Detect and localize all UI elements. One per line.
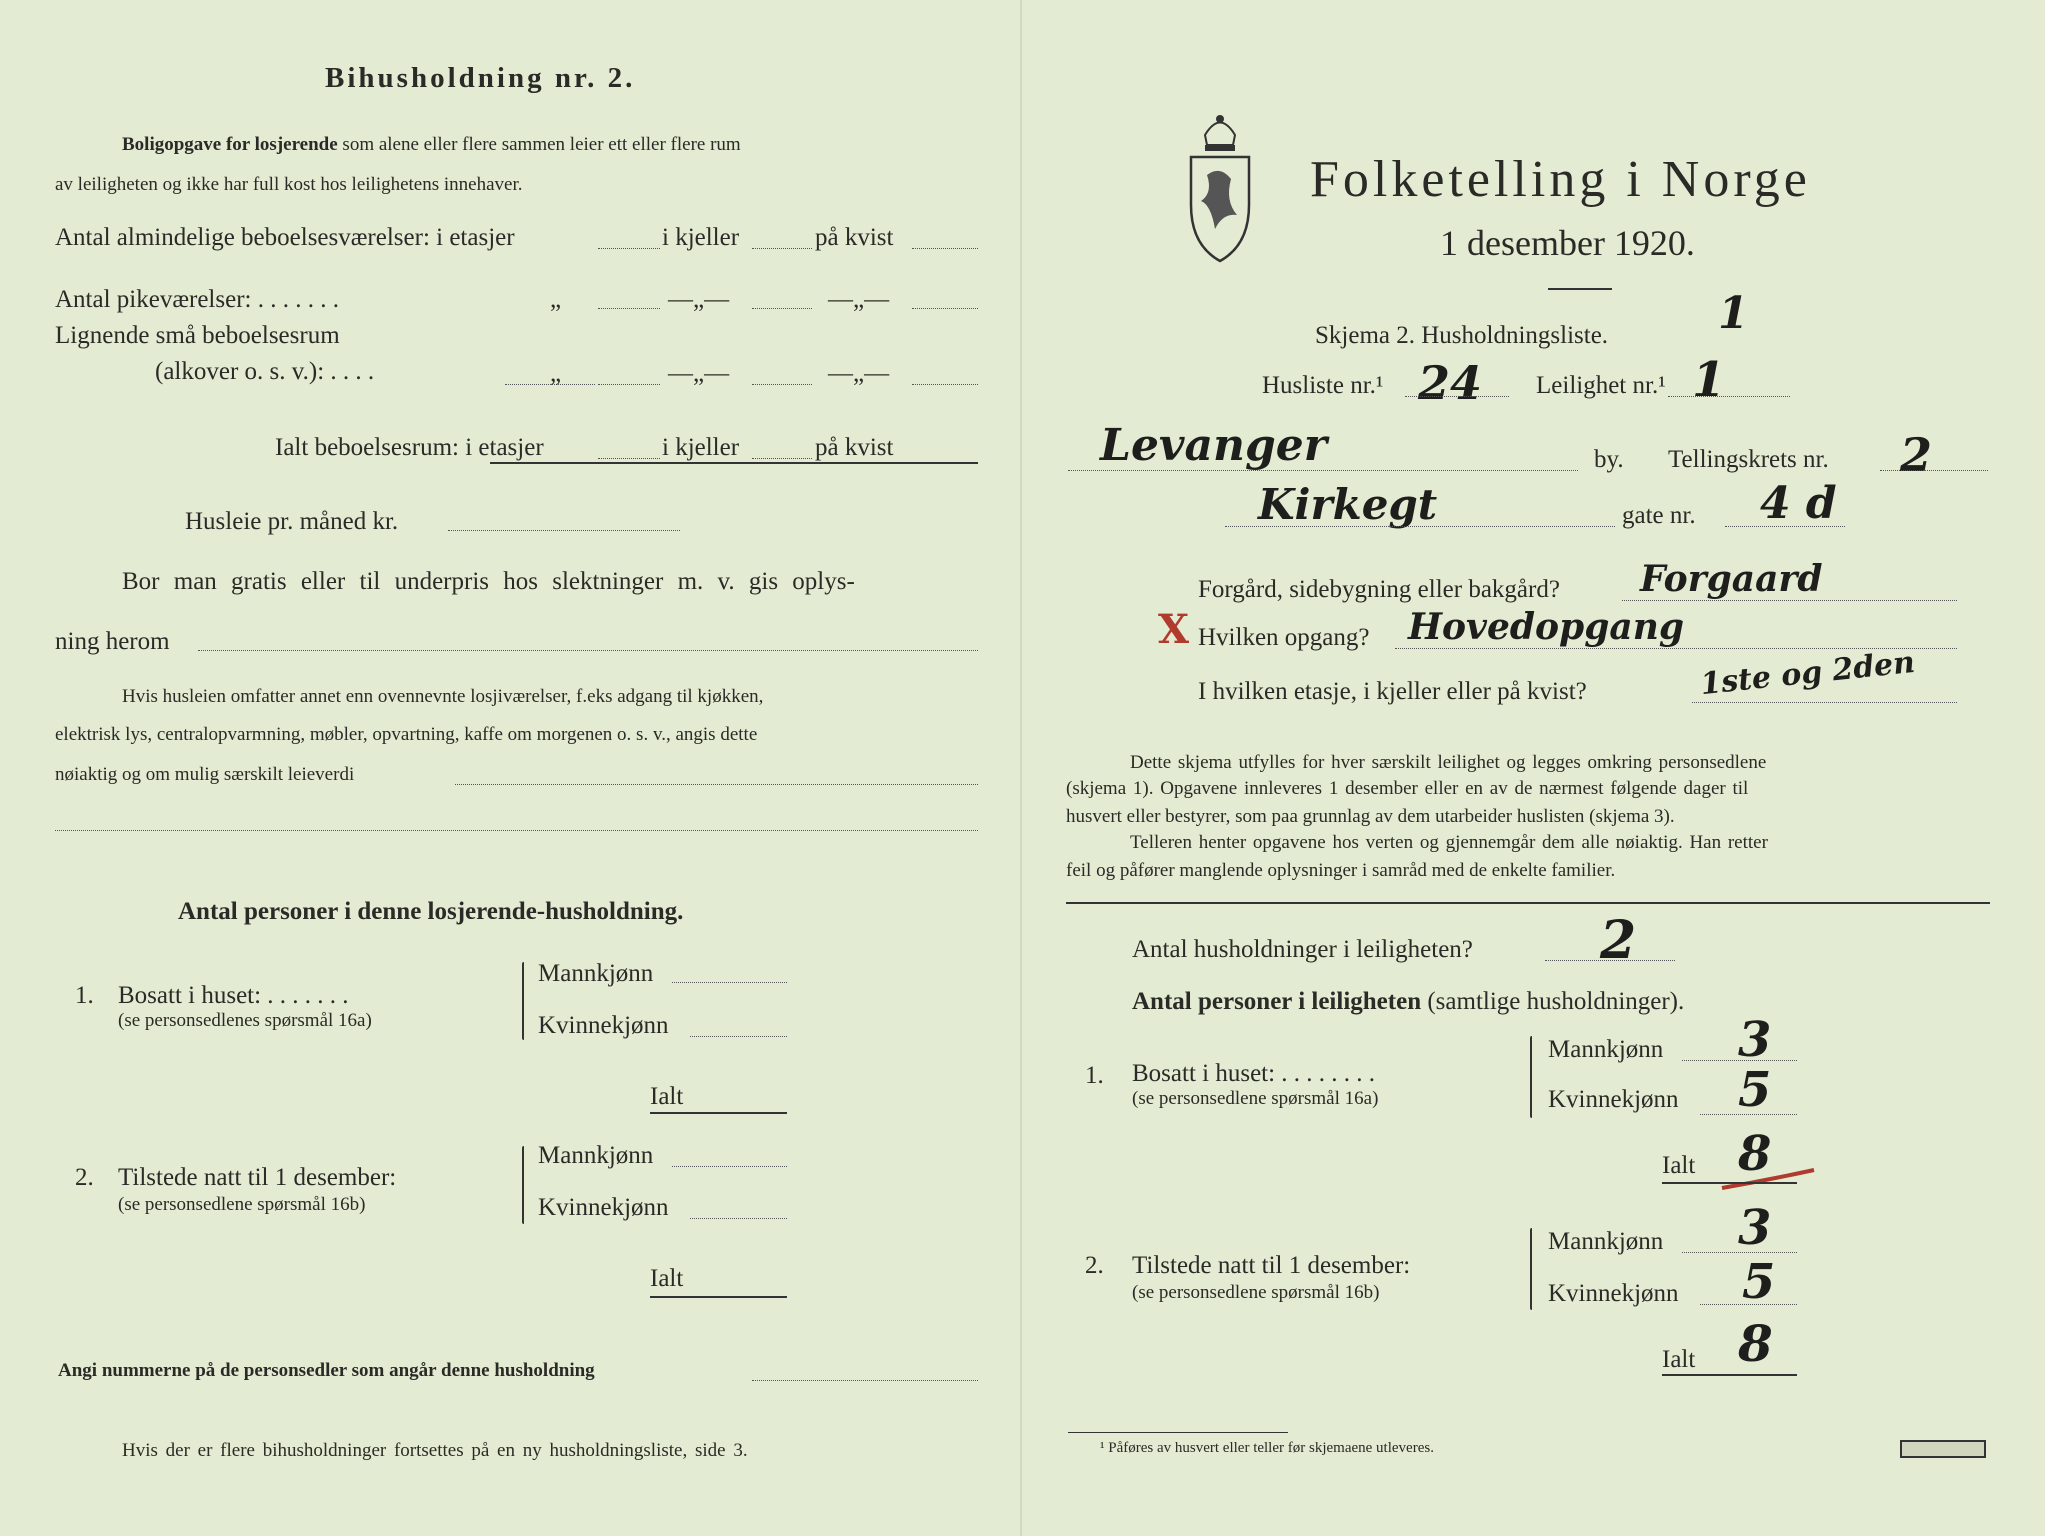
- right-q1-ialt-line: [1662, 1182, 1797, 1184]
- right-q2-kvinne-line: [1700, 1304, 1797, 1305]
- husliste-label: Husliste nr.¹: [1262, 372, 1384, 399]
- left-persons-heading: Antal personer i denne losjerende-husholdning.: [178, 898, 684, 925]
- left-q1-ialt-label: Ialt: [650, 1083, 684, 1110]
- leilighet-line: [1668, 396, 1790, 397]
- right-q1-label: Bosatt i huset: . . . . . . . .: [1132, 1060, 1376, 1087]
- right-q2-sub: (se personsedlene spørsmål 16b): [1132, 1282, 1380, 1303]
- hvis-line-2: elektrisk lys, centralopvarmning, møbler, opvartning, kaffe om morgenen o. s. v., angis dette: [55, 724, 758, 745]
- pike-ditto-kvist: —„—: [828, 286, 890, 313]
- hush-label: Antal husholdninger i leiligheten?: [1132, 936, 1473, 963]
- right-q2-ialt-value[interactable]: 8: [1738, 1314, 1773, 1373]
- angi-label: Angi nummerne på de personsedler som angår denne husholdning: [58, 1360, 595, 1381]
- right-q1-kvinne-value[interactable]: 5: [1738, 1062, 1772, 1118]
- gate-value[interactable]: Kirkegt: [1258, 480, 1438, 529]
- right-q2-brace: [1530, 1228, 1532, 1310]
- rooms-label: Antal almindelige beboelsesværelser: i etasjer: [55, 224, 515, 251]
- husleie-label: Husleie pr. måned kr.: [185, 508, 399, 535]
- pike-kjeller-line[interactable]: [752, 308, 812, 309]
- hush-line: [1545, 960, 1675, 961]
- footnote-rule: [1068, 1432, 1288, 1433]
- info-line-2: (skjema 1). Opgavene innleveres 1 desember eller en av de nærmest følgende dager til: [1066, 778, 1749, 799]
- alkover-kjeller-line[interactable]: [752, 384, 812, 385]
- left-q1-kvinne-line[interactable]: [690, 1036, 787, 1037]
- right-q2-ialt-label: Ialt: [1662, 1346, 1696, 1373]
- right-q2-num: 2.: [1085, 1252, 1104, 1279]
- alkover-ditto: „: [550, 360, 562, 387]
- right-q1-kvinne-line: [1700, 1114, 1797, 1115]
- right-q1-ialt-value[interactable]: 8: [1738, 1126, 1772, 1182]
- pike-ditto-kjeller: —„—: [668, 286, 730, 313]
- krets-line: [1880, 470, 1988, 471]
- right-q1-mann-value[interactable]: 3: [1738, 1012, 1772, 1068]
- right-q2-label: Tilstede natt til 1 desember:: [1132, 1252, 1411, 1279]
- printer-stamp: [1900, 1440, 1986, 1458]
- left-q1-kvinne-label: Kvinnekjønn: [538, 1012, 669, 1039]
- rooms-kjeller-line[interactable]: [752, 248, 812, 249]
- left-q2-kvinne-label: Kvinnekjønn: [538, 1194, 669, 1221]
- rooms-etasjer-line[interactable]: [598, 248, 660, 249]
- right-q1-ialt-label: Ialt: [1662, 1152, 1696, 1179]
- leilighet-value[interactable]: 1: [1692, 352, 1726, 408]
- right-persons-heading-bold: Antal personer i leiligheten: [1132, 988, 1422, 1015]
- rooms-kvist-line[interactable]: [912, 248, 978, 249]
- left-q1-num: 1.: [75, 982, 94, 1009]
- left-q2-ialt-label: Ialt: [650, 1265, 684, 1292]
- left-q2-mann-label: Mannkjønn: [538, 1142, 654, 1169]
- right-q2-mann-label: Mannkjønn: [1548, 1228, 1664, 1255]
- etasje-line: [1692, 702, 1957, 703]
- pike-etasjer-line[interactable]: [598, 308, 660, 309]
- gate-label: gate nr.: [1622, 502, 1696, 529]
- husliste-line: [1405, 396, 1509, 397]
- right-q1-ialt-strike: [1718, 1166, 1818, 1196]
- lignende-label: Lignende små beboelsesrum: [55, 322, 340, 349]
- left-q2-kvinne-line[interactable]: [690, 1218, 787, 1219]
- left-q2-num: 2.: [75, 1164, 94, 1191]
- gratis-line[interactable]: [198, 650, 978, 651]
- by-line: [1068, 470, 1578, 471]
- rooms-kvist-label: på kvist: [815, 224, 894, 251]
- info-line-4: Telleren henter opgavene hos verten og gjennemgår dem alle nøiaktig. Han retter: [1130, 832, 1768, 853]
- left-q2-ialt-line[interactable]: [650, 1296, 787, 1298]
- right-q1-mann-label: Mannkjønn: [1548, 1036, 1664, 1063]
- ialt-rooms-label: Ialt beboelsesrum: i etasjer: [275, 434, 544, 461]
- krets-label: Tellingskrets nr.: [1668, 446, 1829, 473]
- hvis-line-3: nøiaktig og om mulig særskilt leieverdi: [55, 764, 355, 785]
- right-q1-brace: [1530, 1036, 1532, 1118]
- by-value[interactable]: Levanger: [1100, 420, 1327, 471]
- krets-value[interactable]: 2: [1900, 428, 1933, 482]
- rooms-kjeller-label: i kjeller: [662, 224, 740, 251]
- ialt-kjeller-label: i kjeller: [662, 434, 740, 461]
- right-q2-kvinne-value[interactable]: 5: [1742, 1254, 1776, 1310]
- gratis-line-1: Bor man gratis eller til underpris hos slektninger m. v. gis oplys-: [122, 568, 855, 595]
- right-q2-mann-value[interactable]: 3: [1738, 1200, 1772, 1256]
- left-q1-sub: (se personsedlenes spørsmål 16a): [118, 1010, 372, 1031]
- right-date: 1 desember 1920.: [1440, 223, 1695, 263]
- alkover-kvist-line[interactable]: [912, 384, 978, 385]
- left-footer: Hvis der er flere bihusholdninger fortsettes på en ny husholdningsliste, side 3.: [122, 1440, 748, 1461]
- leieverdi-line[interactable]: [455, 784, 978, 785]
- etasje-label: I hvilken etasje, i kjeller eller på kvist?: [1198, 678, 1587, 705]
- husliste-value[interactable]: 24: [1418, 356, 1483, 410]
- right-q2-ialt-line: [1662, 1374, 1797, 1376]
- info-line-1: Dette skjema utfylles for hver særskilt leilighet og legges omkring personsedlene: [1130, 752, 1767, 773]
- angi-line[interactable]: [752, 1380, 978, 1381]
- ialt-rule: [490, 462, 978, 464]
- footnote: ¹ Påføres av husvert eller teller før skjemaene utleveres.: [1100, 1440, 1434, 1456]
- title-rule: [1548, 288, 1612, 290]
- by-label: by.: [1594, 446, 1624, 473]
- gatenr-line: [1725, 526, 1845, 527]
- right-q1-num: 1.: [1085, 1062, 1104, 1089]
- alkover-etasjer-line[interactable]: [598, 384, 660, 385]
- intro-line-2: av leiligheten og ikke har full kost hos leilighetens innehaver.: [55, 174, 523, 195]
- husleie-line[interactable]: [448, 530, 680, 531]
- left-q2-mann-line[interactable]: [672, 1166, 787, 1167]
- left-q2-sub: (se personsedlene spørsmål 16b): [118, 1194, 366, 1215]
- left-q1-mann-label: Mannkjønn: [538, 960, 654, 987]
- pike-kvist-line[interactable]: [912, 308, 978, 309]
- leilighet-label: Leilighet nr.¹: [1536, 372, 1666, 399]
- left-q1-ialt-line[interactable]: [650, 1112, 787, 1114]
- gate-line: [1225, 526, 1615, 527]
- left-q2-brace: [522, 1146, 524, 1224]
- right-q1-sub: (se personsedlene spørsmål 16a): [1132, 1088, 1379, 1109]
- right-q1-mann-line: [1682, 1060, 1797, 1061]
- skjema-label: Skjema 2. Husholdningsliste.: [1315, 322, 1609, 349]
- alkover-ditto-kvist: —„—: [828, 360, 890, 387]
- ialt-kjeller-line[interactable]: [752, 458, 812, 459]
- right-q2-kvinne-label: Kvinnekjønn: [1548, 1280, 1679, 1307]
- etasje-value[interactable]: 1ste og 2den: [1698, 644, 1917, 703]
- right-persons-heading-rest: (samtlige husholdninger).: [1427, 988, 1685, 1015]
- left-q1-label: Bosatt i huset: . . . . . . .: [118, 982, 349, 1009]
- info-rule: [1066, 902, 1990, 904]
- info-line-3: husvert eller bestyrer, som paa grunnlag av dem utarbeider huslisten (skjema 3).: [1066, 806, 1675, 827]
- intro-line-1: [122, 134, 741, 156]
- left-title: Bihusholdning nr. 2.: [325, 62, 636, 94]
- right-persons-heading: [1132, 988, 1684, 1016]
- left-q1-brace: [522, 962, 524, 1040]
- opgang-value[interactable]: Hovedopgang: [1408, 606, 1685, 648]
- right-q1-kvinne-label: Kvinnekjønn: [1548, 1086, 1679, 1113]
- intro-rest: som alene eller flere sammen leier ett eller flere rum: [342, 134, 741, 155]
- leieverdi-line-2[interactable]: [55, 830, 978, 831]
- opgang-red-mark: X: [1158, 606, 1190, 653]
- pike-ditto: „: [550, 286, 562, 313]
- alkover-label: (alkover o. s. v.): . . . .: [155, 358, 375, 385]
- forgard-label: Forgård, sidebygning eller bakgård?: [1198, 576, 1560, 603]
- ialt-etasjer-line[interactable]: [598, 458, 660, 459]
- forgard-line: [1622, 600, 1957, 601]
- left-q1-mann-line[interactable]: [672, 982, 787, 983]
- right-q2-mann-line: [1682, 1252, 1797, 1253]
- skjema-hand-number: 1: [1718, 288, 1749, 339]
- info-line-5: feil og påfører manglende oplysninger i samråd med de enkelte familier.: [1066, 860, 1616, 881]
- hush-value[interactable]: 2: [1600, 910, 1637, 971]
- page-fold: [1020, 0, 1022, 1536]
- hvis-line-1: Hvis husleien omfatter annet enn ovennevnte losjiværelser, f.eks adgang til kjøkken,: [122, 686, 764, 707]
- pike-label: Antal pikeværelser: . . . . . . .: [55, 286, 339, 313]
- gatenr-value[interactable]: 4 d: [1760, 478, 1837, 529]
- ialt-kvist-label: på kvist: [815, 434, 894, 461]
- right-title: Folketelling i Norge: [1310, 151, 1811, 208]
- norway-coat-of-arms-icon: [1185, 105, 1255, 265]
- left-q2-label: Tilstede natt til 1 desember:: [118, 1164, 397, 1191]
- alkover-ditto-kjeller: —„—: [668, 360, 730, 387]
- opgang-label: Hvilken opgang?: [1198, 624, 1370, 651]
- intro-bold: Boligopgave for losjerende: [122, 134, 338, 155]
- gratis-line-2: ning herom: [55, 628, 170, 655]
- forgard-value[interactable]: Forgaard: [1640, 558, 1823, 600]
